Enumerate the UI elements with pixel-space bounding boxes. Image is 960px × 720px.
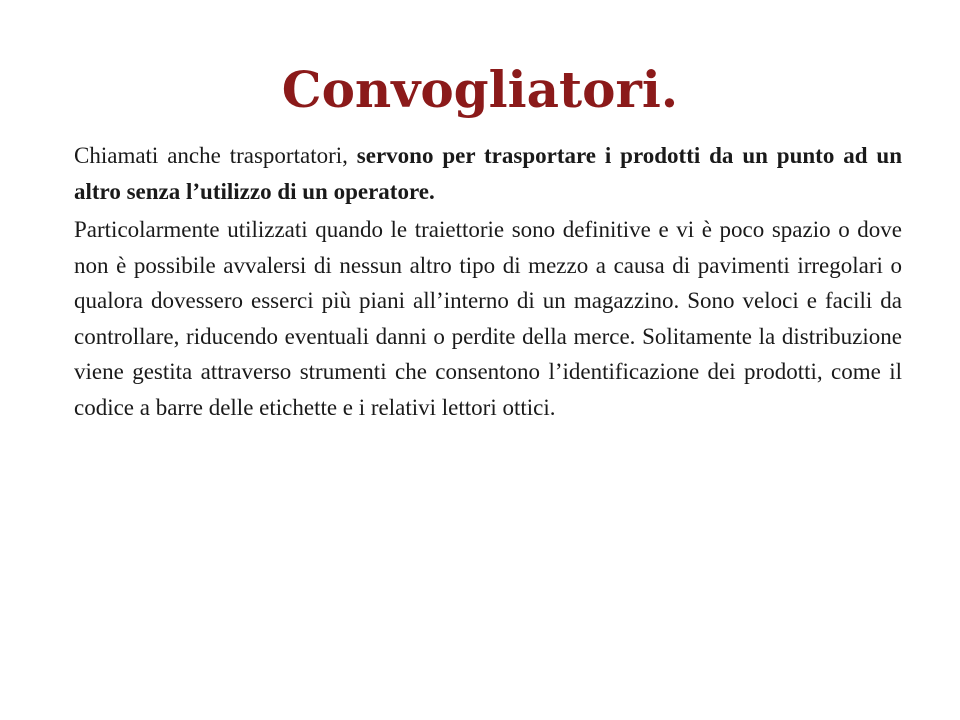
slide-body [74, 138, 902, 428]
paragraph-description: Particolarmente utilizzati quando le traiettorie sono definitive e vi è poco spazio o dove non è possibile avvalersi di nessun altro tipo di mezzo a causa di pavimenti irregolari o qualora dovessero esserci più piani all’interno di un magazzino. Sono veloci e facili da controllare, riducendo eventuali danni o perdite della merce. Solitamente la distribuzione viene gestita attraverso strumenti che consentono l’identificazione dei prodotti, come il codice a barre delle etichette e i relativi lettori ottici. [74, 217, 902, 420]
paragraph-intro-text: Chiamati anche trasportatori, [74, 143, 357, 168]
paragraph-intro [74, 138, 902, 209]
slide-title: Convogliatori. [281, 60, 679, 119]
paragraph-intro-emphasis: servono per trasportare i prodotti da un punto ad un altro senza l’utilizzo di un operatore. [74, 143, 902, 204]
